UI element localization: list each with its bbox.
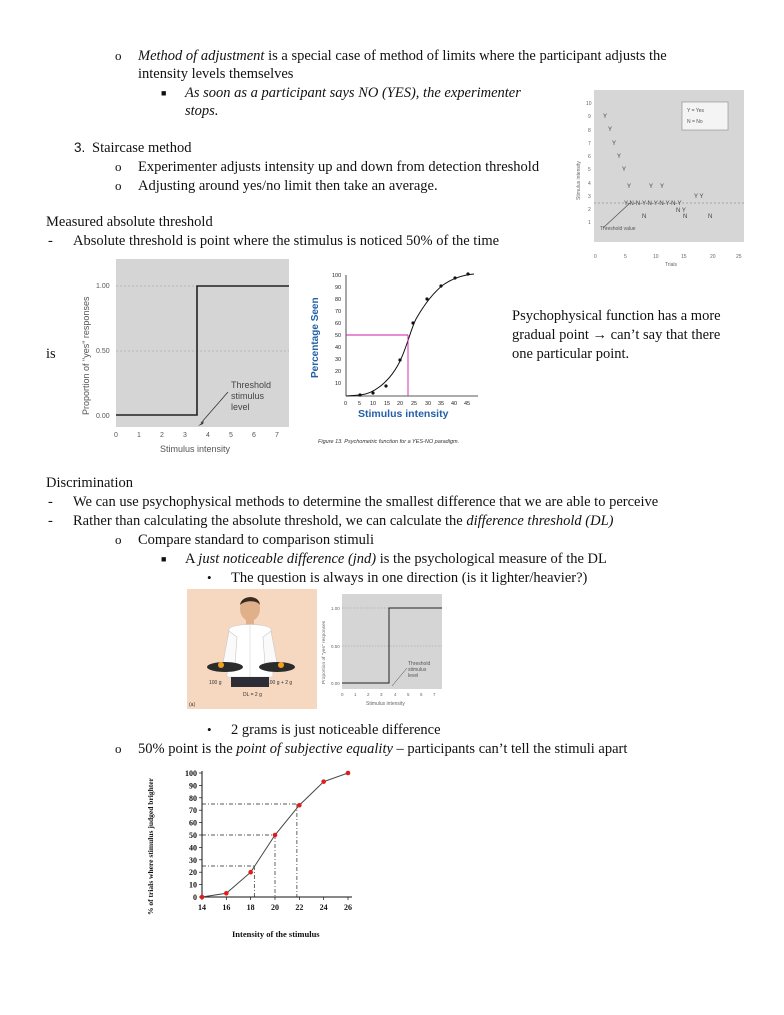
- square-bullet: ■: [161, 554, 167, 564]
- svg-text:30: 30: [425, 401, 432, 407]
- svg-text:10: 10: [586, 101, 592, 107]
- pse-ytick-label: 0: [193, 893, 197, 902]
- direction-question-line: The question is always in one direction (is it lighter/heavier?): [231, 570, 588, 586]
- legend-yes: Y = Yes: [687, 108, 705, 114]
- svg-text:40: 40: [451, 401, 458, 407]
- svg-text:7: 7: [433, 692, 436, 697]
- svg-text:3: 3: [183, 432, 187, 439]
- discrimination-title: Discrimination: [46, 475, 133, 491]
- svg-text:6: 6: [252, 432, 256, 439]
- svg-text:Y: Y: [617, 154, 622, 160]
- pse-ytick-label: 100: [185, 769, 197, 778]
- pse-ytick-label: 80: [189, 793, 197, 803]
- svg-text:10: 10: [370, 401, 377, 407]
- small-step-xlabel: Stimulus intensity: [366, 701, 405, 707]
- svg-text:Y-N-N-Y-N-Y-N-Y-N-Y: Y-N-N-Y-N-Y-N-Y-N-Y: [624, 201, 682, 207]
- pse-data-point: [224, 891, 229, 896]
- svg-text:Y: Y: [612, 141, 617, 147]
- psychometric-caption: Figure 13. Psychometric function for a YES-NO paradigm.: [318, 439, 460, 445]
- svg-text:35: 35: [438, 401, 445, 407]
- dl-label: DL = 2 g: [243, 692, 262, 698]
- svg-text:5: 5: [588, 167, 591, 173]
- pse-ytick-label: 20: [189, 868, 197, 878]
- svg-text:Y: Y: [649, 184, 654, 190]
- svg-text:80: 80: [335, 297, 342, 303]
- pse-data-point: [346, 771, 351, 776]
- jnd-line: A just noticeable difference (jnd) is the psychological measure of the DL: [185, 551, 607, 567]
- method-adjustment-line: Method of adjustment is a special case of method of limits where the participant adjusts the: [138, 48, 667, 64]
- svg-text:7: 7: [275, 432, 279, 439]
- measured-title: Measured absolute threshold: [46, 214, 213, 230]
- discrimination-point-2: Rather than calculating the absolute threshold, we can calculate the difference threshold (DL): [73, 513, 614, 529]
- svg-text:25: 25: [736, 254, 742, 260]
- svg-text:5: 5: [624, 254, 627, 260]
- weights-figure: [187, 589, 317, 709]
- staircase-ylabel: Stimulus intensity: [576, 161, 582, 200]
- svg-text:0: 0: [341, 692, 344, 697]
- svg-text:0.50: 0.50: [96, 348, 110, 355]
- psychometric-xlabel: Stimulus intensity: [358, 408, 449, 420]
- pse-data-point: [200, 895, 205, 900]
- pse-xtick-label: 16: [222, 903, 231, 912]
- svg-text:N: N: [708, 214, 713, 220]
- svg-text:3: 3: [588, 194, 591, 200]
- svg-text:1: 1: [137, 432, 141, 439]
- small-step-chart: [318, 592, 446, 710]
- pse-ytick-label: 60: [189, 818, 197, 828]
- svg-text:6: 6: [588, 154, 591, 160]
- panel-label: (a): [189, 702, 196, 708]
- svg-text:20: 20: [710, 254, 716, 260]
- adjustment-subpoint-line2: stops.: [185, 103, 219, 119]
- staircase-point-1: Experimenter adjusts intensity up and down from detection threshold: [138, 159, 540, 175]
- svg-text:Y: Y: [603, 114, 608, 120]
- svg-text:Y: Y: [608, 127, 613, 133]
- bullet-marker: o: [115, 159, 122, 174]
- svg-text:4: 4: [206, 432, 210, 439]
- left-weight-label: 100 g: [209, 680, 222, 686]
- bullet-marker: o: [115, 48, 122, 63]
- square-bullet: ■: [161, 88, 167, 98]
- bullet-marker: o: [115, 741, 122, 756]
- pse-ytick-label: 10: [189, 880, 197, 890]
- staircase-heading: Staircase method: [92, 140, 192, 156]
- svg-text:5: 5: [229, 432, 233, 439]
- svg-text:Threshold: Threshold: [408, 661, 431, 667]
- dot-bullet: •: [207, 570, 212, 585]
- svg-text:stimulus: stimulus: [408, 667, 427, 673]
- staircase-point-2: Adjusting around yes/no limit then take an average.: [138, 178, 438, 194]
- dot-bullet: •: [207, 722, 212, 737]
- step-chart: [78, 255, 293, 460]
- svg-text:70: 70: [335, 309, 342, 315]
- svg-text:30: 30: [335, 357, 342, 363]
- svg-text:2: 2: [367, 692, 370, 697]
- svg-text:7: 7: [588, 141, 591, 147]
- svg-text:10: 10: [335, 381, 342, 387]
- absolute-threshold-line: Absolute threshold is point where the stimulus is noticed 50% of the time: [73, 233, 500, 249]
- pse-xtick-label: 26: [344, 903, 352, 912]
- svg-text:8: 8: [588, 128, 591, 134]
- svg-text:2: 2: [160, 432, 164, 439]
- staircase-xlabel: Trials: [665, 262, 678, 268]
- dash-marker: -: [48, 513, 53, 529]
- pse-xtick-label: 24: [319, 903, 328, 912]
- svg-text:Y: Y: [627, 184, 632, 190]
- pse-line: 50% point is the point of subjective equality – participants can’t tell the stimuli apart: [138, 741, 628, 757]
- svg-text:1: 1: [588, 220, 591, 226]
- compare-standard-line: Compare standard to comparison stimuli: [138, 532, 374, 548]
- pse-ytick-label: 30: [189, 855, 197, 865]
- staircase-chart: [570, 90, 750, 270]
- dash-marker: -: [48, 233, 53, 249]
- pse-ytick-label: 90: [189, 781, 197, 791]
- svg-text:N: N: [683, 214, 688, 220]
- legend-no: N = No: [687, 119, 703, 125]
- pse-data-point: [321, 779, 326, 784]
- svg-text:3: 3: [380, 692, 383, 697]
- svg-text:45: 45: [464, 401, 471, 407]
- heading-number: 3.: [74, 140, 86, 155]
- staircase-threshold-label: Threshold value: [600, 226, 636, 232]
- adjustment-subpoint: As soon as a participant says NO (YES), the experimenter: [185, 85, 521, 101]
- pse-xtick-label: 18: [246, 903, 255, 912]
- svg-text:50: 50: [335, 333, 342, 339]
- svg-text:20: 20: [397, 401, 404, 407]
- svg-text:40: 40: [335, 345, 342, 351]
- jnd-grams-line: 2 grams is just noticeable difference: [231, 722, 441, 738]
- svg-text:1: 1: [354, 692, 357, 697]
- pse-ytick-label: 50: [189, 831, 197, 840]
- psych-function-note: Psychophysical function has a more gradual point → can’t say that there one particular point.: [512, 308, 721, 362]
- svg-text:Y: Y: [660, 184, 665, 190]
- svg-text:5: 5: [407, 692, 410, 697]
- pse-xtick-label: 22: [295, 903, 304, 912]
- svg-text:1.00: 1.00: [96, 283, 110, 290]
- svg-text:0.50: 0.50: [331, 644, 340, 649]
- svg-text:Y: Y: [622, 167, 627, 173]
- step-ylabel: Proportion of "yes" responses: [81, 296, 91, 415]
- svg-text:0: 0: [594, 254, 597, 260]
- psychometric-chart: [298, 265, 488, 450]
- svg-text:stimulus: stimulus: [231, 391, 265, 401]
- svg-text:20: 20: [335, 369, 342, 375]
- pse-xtick-label: 20: [271, 903, 279, 912]
- pse-ytick-label: 40: [189, 843, 197, 853]
- svg-text:6: 6: [420, 692, 423, 697]
- pse-xtick-label: 14: [198, 903, 206, 912]
- svg-text:Threshold: Threshold: [231, 380, 272, 390]
- svg-text:9: 9: [588, 114, 591, 120]
- dash-marker: -: [48, 494, 53, 510]
- svg-text:0.00: 0.00: [96, 413, 110, 420]
- pse-data-point: [297, 803, 302, 808]
- svg-text:N: N: [642, 214, 647, 220]
- bullet-marker: o: [115, 178, 122, 193]
- svg-text:5: 5: [358, 401, 362, 407]
- svg-text:0: 0: [114, 432, 118, 439]
- svg-text:25: 25: [411, 401, 418, 407]
- svg-text:100: 100: [332, 273, 342, 279]
- pse-data-point: [248, 870, 253, 875]
- is-word: is: [46, 346, 56, 362]
- svg-text:1.00: 1.00: [331, 606, 340, 611]
- small-step-ylabel: Proportion of "yes" responses: [322, 620, 327, 684]
- svg-text:10: 10: [653, 254, 659, 260]
- svg-text:15: 15: [681, 254, 687, 260]
- discrimination-point-1: We can use psychophysical methods to determine the smallest difference that we are able to perceive: [73, 494, 659, 510]
- right-weight-label: 100 g + 2 g: [267, 680, 293, 686]
- method-adjustment-line2: intensity levels themselves: [138, 66, 294, 82]
- svg-text:2: 2: [588, 207, 591, 213]
- svg-text:level: level: [231, 402, 250, 412]
- svg-text:4: 4: [588, 181, 591, 187]
- svg-text:15: 15: [384, 401, 391, 407]
- pse-data-point: [273, 833, 278, 838]
- pse-chart: [140, 765, 370, 945]
- svg-text:level: level: [408, 673, 419, 679]
- pse-xlabel: Intensity of the stimulus: [232, 929, 320, 939]
- step-xlabel: Stimulus intensity: [160, 444, 231, 454]
- svg-text:0: 0: [344, 401, 348, 407]
- pse-ylabel: % of trials where stimulus judged brighter: [146, 778, 155, 915]
- svg-text:90: 90: [335, 285, 342, 291]
- svg-text:60: 60: [335, 321, 342, 327]
- svg-text:Y Y: Y Y: [694, 194, 704, 200]
- pse-ytick-label: 70: [189, 806, 197, 816]
- bullet-marker: o: [115, 532, 122, 547]
- svg-text:0.00: 0.00: [331, 681, 340, 686]
- svg-text:N Y: N Y: [676, 208, 686, 214]
- psychometric-ylabel: Percentage Seen: [310, 297, 321, 378]
- svg-text:4: 4: [394, 692, 397, 697]
